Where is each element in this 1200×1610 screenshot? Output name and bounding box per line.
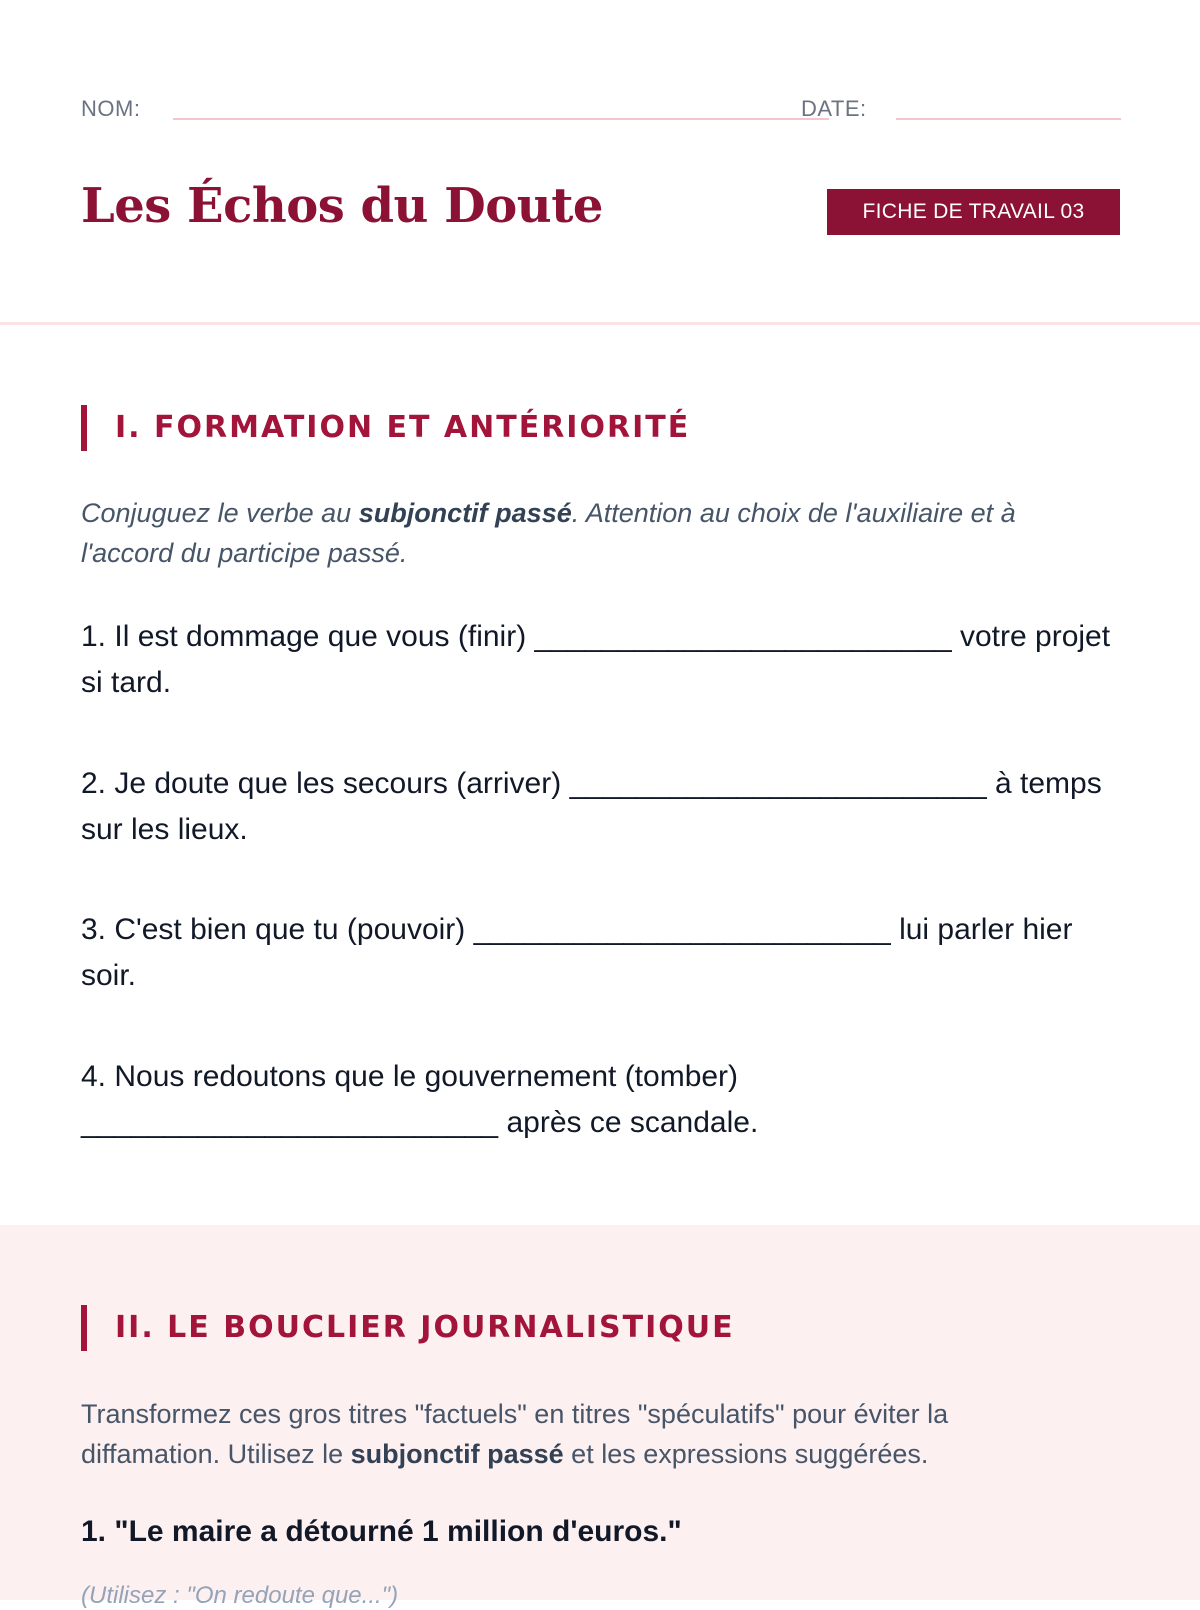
name-date-row [81,96,1121,126]
exercise-text: après ce scandale. [498,1106,759,1139]
exercise-text: 1. Il est dommage que vous (finir) [81,620,535,653]
date-label: DATE: [801,96,867,121]
instruction-text: Transformez ces gros titres "factuels" en titres "spéculatifs" pour éviter la diffamation. Utilisez le [81,1399,949,1469]
date-field-line[interactable] [896,118,1121,120]
header-divider [0,322,1200,325]
exercise-text: 3. C'est bien que tu (pouvoir) [81,913,474,946]
headline-question-1: 1. "Le maire a détourné 1 million d'euros." [81,1515,682,1548]
worksheet-title: Les Échos du Doute [81,178,603,234]
answer-blank[interactable]: _________________________ [81,1106,499,1139]
exercise-4 [81,1054,1121,1146]
answer-blank[interactable]: _________________________ [534,620,952,653]
instruction-text: Conjuguez le verbe au [81,498,359,528]
section1-heading: I. FORMATION ET ANTÉRIORITÉ [81,405,690,451]
exercise-text: 2. Je doute que les secours (arriver) [81,767,570,800]
answer-blank[interactable]: _________________________ [473,913,891,946]
instruction-text: . Attention au choix de l'auxiliaire et à l'accord du participe passé. [81,498,1016,568]
nom-field-line[interactable] [173,118,829,120]
exercise-1 [81,614,1121,706]
section1-instructions [81,493,1081,573]
instruction-bold: subjonctif passé [350,1439,564,1469]
exercise-2 [81,761,1121,853]
section2-instructions [81,1394,1081,1474]
answer-blank[interactable]: _________________________ [569,767,987,800]
exercise-text: votre projet si tard. [81,620,1111,699]
question-1-hint: (Utilisez : "On redoute que...") [81,1582,399,1609]
instruction-bold: subjonctif passé [358,498,572,528]
exercise-text: 4. Nous redoutons que le gouvernement (tomber) [81,1060,739,1093]
instruction-text: et les expressions suggérées. [563,1439,929,1469]
section2-heading: II. LE BOUCLIER JOURNALISTIQUE [81,1305,735,1351]
worksheet-badge: FICHE DE TRAVAIL 03 [827,189,1120,235]
exercise-text: à temps sur les lieux. [81,767,1102,846]
exercise-3 [81,907,1121,999]
exercise-text: lui parler hier soir. [81,913,1073,992]
nom-label: NOM: [81,96,141,121]
worksheet-header [0,0,1200,325]
